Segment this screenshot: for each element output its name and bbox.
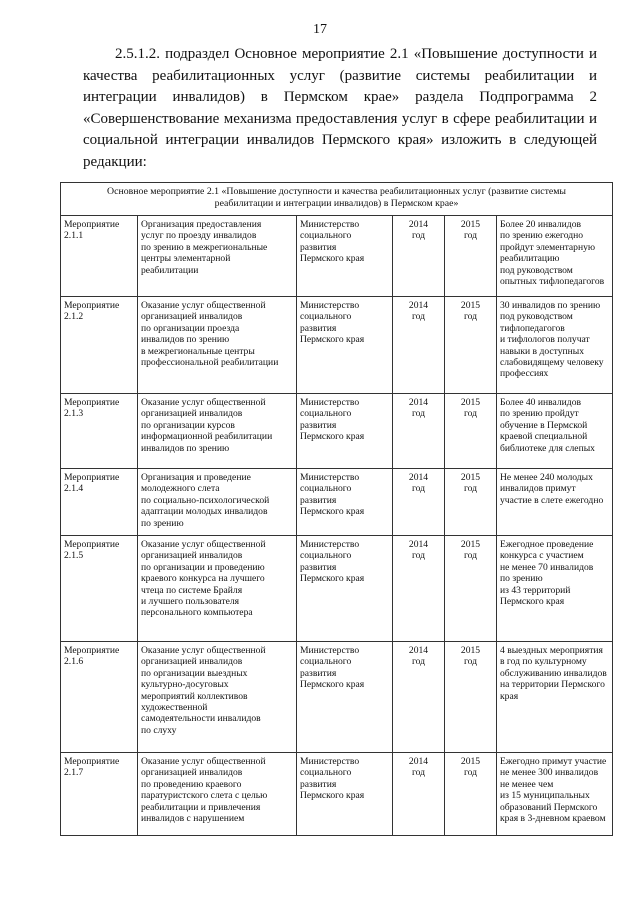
cell-line: в межрегиональные центры bbox=[141, 345, 255, 357]
end-year-cell bbox=[445, 753, 497, 836]
cell-line: Мероприятие bbox=[64, 645, 120, 656]
start-year-cell bbox=[393, 753, 445, 836]
cell-line: не менее 70 инвалидов bbox=[500, 561, 594, 573]
cell-line: 2015 bbox=[460, 539, 481, 550]
cell-line: социального bbox=[300, 483, 352, 495]
cell-line: Пермского края bbox=[300, 334, 365, 346]
cell-line: профессиях bbox=[500, 368, 549, 380]
cell-line: Оказание услуг общественной bbox=[141, 539, 266, 550]
cell-line: 2014 bbox=[408, 219, 429, 230]
start-year-cell bbox=[393, 297, 445, 394]
cell-line: 2014 bbox=[408, 645, 429, 656]
cell-line: пройдут элементарную bbox=[500, 241, 596, 253]
cell-line: 2015 bbox=[460, 472, 481, 483]
cell-line: 2015 bbox=[460, 756, 481, 767]
cell-line: развития bbox=[300, 419, 337, 431]
cell-line: услуг по проезду инвалидов bbox=[141, 230, 257, 242]
table-row bbox=[61, 753, 613, 836]
cell-line: 2015 bbox=[460, 219, 481, 230]
cell-line: по социально-психологической bbox=[141, 494, 270, 506]
cell-line: Мероприятие bbox=[64, 300, 120, 311]
cell-line: Пермского края bbox=[300, 573, 365, 585]
cell-line: инвалидов с нарушением bbox=[141, 813, 245, 825]
measure-id-cell bbox=[61, 394, 138, 469]
description-cell bbox=[138, 216, 297, 297]
cell-line: социального bbox=[300, 767, 352, 779]
cell-line: Министерство bbox=[300, 397, 360, 408]
table-row bbox=[61, 216, 613, 297]
cell-line: 4 выездных мероприятия bbox=[500, 645, 603, 656]
cell-line: Мероприятие bbox=[64, 756, 120, 767]
end-year-cell bbox=[445, 536, 497, 642]
cell-line: Оказание услуг общественной bbox=[141, 756, 266, 767]
cell-line: по организации и проведению bbox=[141, 561, 265, 573]
cell-line: год bbox=[463, 230, 478, 242]
cell-line: год bbox=[463, 483, 478, 495]
cell-line: обслуживанию инвалидов bbox=[500, 667, 607, 679]
cell-line: Более 20 инвалидов bbox=[500, 219, 582, 230]
executor-cell bbox=[297, 469, 393, 536]
table-row bbox=[61, 469, 613, 536]
cell-line: и лучшего пользователя bbox=[141, 596, 240, 608]
cell-line: по зрению в межрегиональные bbox=[141, 241, 268, 253]
cell-line: Не менее 240 молодых bbox=[500, 472, 593, 483]
cell-line: на территории Пермского bbox=[500, 679, 605, 691]
result-cell bbox=[497, 469, 613, 536]
cell-line: год bbox=[411, 311, 426, 323]
cell-line: Мероприятие bbox=[64, 219, 120, 230]
cell-line: 2014 bbox=[408, 472, 429, 483]
start-year-cell bbox=[393, 216, 445, 297]
cell-line: Пермского края bbox=[300, 506, 365, 518]
cell-line: 2.1.2 bbox=[64, 311, 84, 323]
table-row bbox=[61, 536, 613, 642]
cell-line: из 43 территорий bbox=[500, 584, 571, 596]
cell-line: Министерство bbox=[300, 645, 360, 656]
cell-line: развития bbox=[300, 494, 337, 506]
cell-line: инвалидов по зрению bbox=[141, 442, 230, 454]
start-year-cell bbox=[393, 469, 445, 536]
cell-line: по проведению краевого bbox=[141, 778, 242, 790]
cell-line: 2.1.5 bbox=[64, 550, 84, 562]
section-header-line: реабилитации и интеграции инвалидов) в Пермском крае» bbox=[214, 198, 459, 209]
cell-line: края в 3-дневном краевом bbox=[500, 813, 606, 825]
description-cell bbox=[138, 536, 297, 642]
page-number: 17 bbox=[313, 22, 327, 37]
executor-cell bbox=[297, 394, 393, 469]
cell-line: Пермского края bbox=[300, 790, 365, 802]
executor-cell bbox=[297, 753, 393, 836]
result-cell bbox=[497, 536, 613, 642]
description-cell bbox=[138, 469, 297, 536]
description-cell bbox=[138, 753, 297, 836]
cell-line: 2.1.6 bbox=[64, 656, 84, 668]
cell-line: не менее чем bbox=[500, 778, 554, 790]
cell-line: организацией инвалидов bbox=[141, 656, 243, 668]
cell-line: Мероприятие bbox=[64, 472, 120, 483]
cell-line: инвалидов по зрению bbox=[141, 334, 230, 346]
cell-line: Министерство bbox=[300, 539, 360, 550]
table-row bbox=[61, 297, 613, 394]
cell-line: развития bbox=[300, 322, 337, 334]
measures-table bbox=[60, 182, 613, 836]
cell-line: социального bbox=[300, 656, 352, 668]
cell-line: по зрению bbox=[141, 517, 184, 529]
cell-line: краевого конкурса на лучшего bbox=[141, 573, 265, 585]
cell-line: реабилитации bbox=[141, 264, 199, 276]
cell-line: по зрению bbox=[500, 573, 543, 585]
cell-line: социального bbox=[300, 550, 352, 562]
cell-line: мероприятий коллективов bbox=[141, 690, 248, 702]
cell-line: организацией инвалидов bbox=[141, 311, 243, 323]
end-year-cell bbox=[445, 394, 497, 469]
cell-line: навыки в доступных bbox=[500, 345, 585, 357]
cell-line: год bbox=[411, 550, 426, 562]
cell-line: социального bbox=[300, 311, 352, 323]
cell-line: организацией инвалидов bbox=[141, 767, 243, 779]
cell-line: 2.1.3 bbox=[64, 408, 84, 420]
cell-line: развития bbox=[300, 778, 337, 790]
cell-line: Мероприятие bbox=[64, 397, 120, 408]
cell-line: Министерство bbox=[300, 219, 360, 230]
cell-line: 2.1.4 bbox=[64, 483, 84, 495]
cell-line: Организация предоставления bbox=[141, 219, 262, 230]
cell-line: 2.1.7 bbox=[64, 767, 84, 779]
measure-id-cell bbox=[61, 297, 138, 394]
cell-line: социального bbox=[300, 230, 352, 242]
description-cell bbox=[138, 394, 297, 469]
cell-line: год bbox=[463, 311, 478, 323]
measure-id-cell bbox=[61, 642, 138, 753]
measure-id-cell bbox=[61, 753, 138, 836]
cell-line: организацией инвалидов bbox=[141, 408, 243, 420]
section-header-cell bbox=[61, 183, 613, 216]
cell-line: Более 40 инвалидов bbox=[500, 397, 582, 408]
measure-id-cell bbox=[61, 536, 138, 642]
result-cell bbox=[497, 753, 613, 836]
cell-line: развития bbox=[300, 667, 337, 679]
cell-line: Мероприятие bbox=[64, 539, 120, 550]
cell-line: Ежегодно примут участие bbox=[500, 756, 607, 767]
cell-line: развития bbox=[300, 561, 337, 573]
cell-line: 2014 bbox=[408, 756, 429, 767]
start-year-cell bbox=[393, 642, 445, 753]
cell-line: профессиональной реабилитации bbox=[141, 357, 279, 369]
cell-line: реабилитации и привлечения bbox=[141, 801, 261, 813]
cell-line: организацией инвалидов bbox=[141, 550, 243, 562]
end-year-cell bbox=[445, 642, 497, 753]
cell-line: Пермского края bbox=[300, 679, 365, 691]
cell-line: Пермского края bbox=[300, 431, 365, 443]
cell-line: образований Пермского bbox=[500, 801, 598, 813]
cell-line: 2015 bbox=[460, 397, 481, 408]
cell-line: год bbox=[411, 767, 426, 779]
cell-line: Оказание услуг общественной bbox=[141, 645, 266, 656]
cell-line: и тифлологов получат bbox=[500, 334, 590, 346]
intro-paragraph-block bbox=[83, 44, 597, 173]
cell-line: Пермского края bbox=[300, 253, 365, 265]
cell-line: культурно-досуговых bbox=[141, 679, 229, 691]
cell-line: края bbox=[500, 690, 519, 702]
result-cell bbox=[497, 297, 613, 394]
cell-line: по организации курсов bbox=[141, 419, 235, 431]
cell-line: Министерство bbox=[300, 300, 360, 311]
section-header-line: Основное мероприятие 2.1 «Повышение доступности и качества реабилитационных услуг (развитие системы bbox=[107, 186, 567, 197]
cell-line: год bbox=[463, 767, 478, 779]
end-year-cell bbox=[445, 216, 497, 297]
cell-line: год bbox=[463, 656, 478, 668]
cell-line: 2014 bbox=[408, 397, 429, 408]
cell-line: 2015 bbox=[460, 300, 481, 311]
cell-line: развития bbox=[300, 241, 337, 253]
cell-line: год bbox=[411, 408, 426, 420]
measure-id-cell bbox=[61, 469, 138, 536]
table-section-header-row bbox=[61, 183, 613, 216]
cell-line: опытных тифлопедагогов bbox=[500, 276, 605, 288]
cell-line: краевой специальной bbox=[500, 431, 588, 443]
description-cell bbox=[138, 642, 297, 753]
cell-line: конкурса с участием bbox=[500, 550, 584, 562]
end-year-cell bbox=[445, 469, 497, 536]
cell-line: Министерство bbox=[300, 472, 360, 483]
cell-line: Ежегодное проведение bbox=[500, 539, 594, 550]
cell-line: информационной реабилитации bbox=[141, 431, 273, 443]
table-row bbox=[61, 394, 613, 469]
executor-cell bbox=[297, 642, 393, 753]
cell-line: библиотеке для слепых bbox=[500, 442, 595, 454]
cell-line: участие в слете ежегодно bbox=[500, 494, 604, 506]
cell-line: Оказание услуг общественной bbox=[141, 397, 266, 408]
cell-line: персонального компьютера bbox=[141, 607, 253, 619]
cell-line: социального bbox=[300, 408, 352, 420]
executor-cell bbox=[297, 216, 393, 297]
cell-line: 30 инвалидов по зрению bbox=[500, 300, 601, 311]
cell-line: слабовидящему человеку bbox=[500, 357, 604, 369]
cell-line: по зрению пройдут bbox=[500, 408, 579, 420]
cell-line: чтеца по системе Брайля bbox=[141, 584, 243, 596]
cell-line: под руководством bbox=[500, 311, 573, 323]
cell-line: год bbox=[411, 656, 426, 668]
cell-line: Пермского края bbox=[500, 596, 565, 608]
cell-line: по организации выездных bbox=[141, 667, 248, 679]
cell-line: 2.1.1 bbox=[64, 230, 84, 242]
measure-id-cell bbox=[61, 216, 138, 297]
cell-line: по слуху bbox=[141, 724, 177, 736]
cell-line: молодежного слета bbox=[141, 483, 220, 495]
executor-cell bbox=[297, 297, 393, 394]
intro-paragraph: 2.5.1.2. подраздел Основное мероприятие 2.1 «Повышение доступности и качества реабилитационных услуг (развитие системы реабилитации и интеграции инвалидов) в Пермском крае» раздела Подпрограмма 2 «Совершенствование механизма предоставления услуг в сфере реабилитации и социальной интеграции инвалидов Пермского края» изложить в следующей редакции: bbox=[83, 46, 597, 170]
result-cell bbox=[497, 394, 613, 469]
cell-line: под руководством bbox=[500, 264, 573, 276]
cell-line: художественной bbox=[141, 702, 208, 714]
cell-line: год bbox=[463, 408, 478, 420]
table-row bbox=[61, 642, 613, 753]
cell-line: в год по культурному bbox=[500, 656, 587, 668]
cell-line: реабилитацию bbox=[500, 253, 560, 265]
cell-line: Оказание услуг общественной bbox=[141, 300, 266, 311]
cell-line: адаптации молодых инвалидов bbox=[141, 506, 268, 518]
executor-cell bbox=[297, 536, 393, 642]
cell-line: не менее 300 инвалидов bbox=[500, 767, 599, 779]
cell-line: Министерство bbox=[300, 756, 360, 767]
cell-line: инвалидов примут bbox=[500, 483, 576, 495]
cell-line: Организация и проведение bbox=[141, 472, 251, 483]
start-year-cell bbox=[393, 536, 445, 642]
cell-line: 2014 bbox=[408, 300, 429, 311]
result-cell bbox=[497, 216, 613, 297]
cell-line: паратуристского слета с целью bbox=[141, 790, 268, 802]
cell-line: обучение в Пермской bbox=[500, 419, 588, 431]
cell-line: год bbox=[411, 230, 426, 242]
cell-line: тифлопедагогов bbox=[500, 322, 565, 334]
cell-line: самодеятельности инвалидов bbox=[141, 713, 261, 725]
description-cell bbox=[138, 297, 297, 394]
cell-line: год bbox=[411, 483, 426, 495]
cell-line: из 15 муниципальных bbox=[500, 790, 590, 802]
cell-line: по организации проезда bbox=[141, 322, 240, 334]
cell-line: по зрению ежегодно bbox=[500, 230, 584, 242]
cell-line: центры элементарной bbox=[141, 253, 231, 265]
end-year-cell bbox=[445, 297, 497, 394]
start-year-cell bbox=[393, 394, 445, 469]
cell-line: 2015 bbox=[460, 645, 481, 656]
result-cell bbox=[497, 642, 613, 753]
cell-line: год bbox=[463, 550, 478, 562]
cell-line: 2014 bbox=[408, 539, 429, 550]
